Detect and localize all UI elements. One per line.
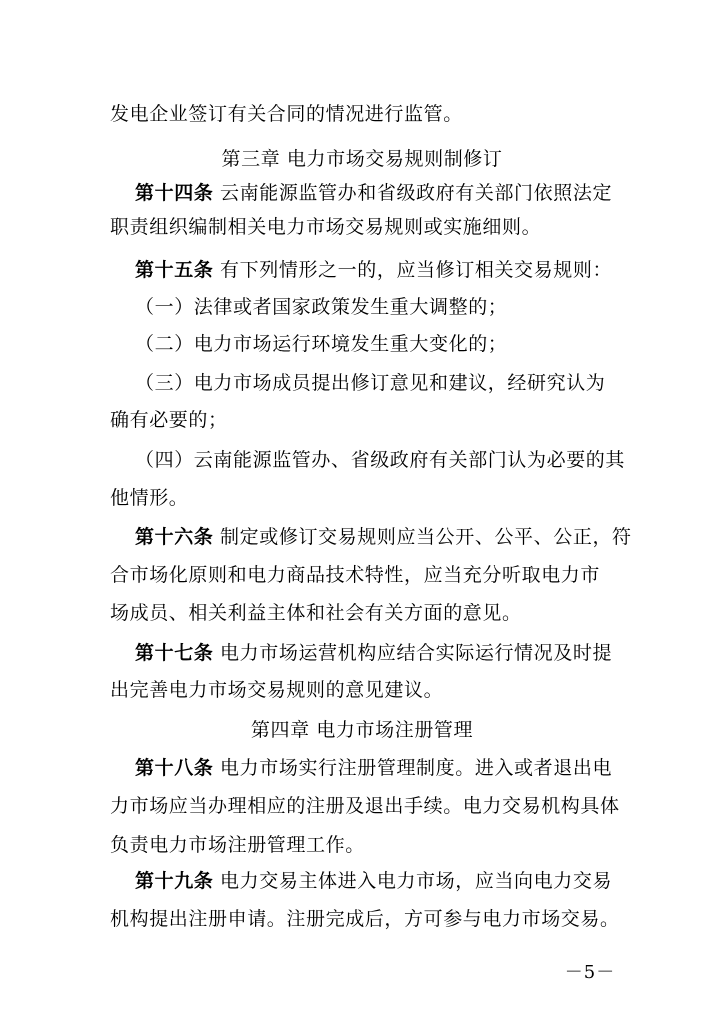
page-number: －5－: [564, 962, 616, 983]
paragraph-line: 场成员、相关利益主体和社会有关方面的意见。: [110, 602, 522, 624]
list-item: （二）电力市场运行环境发生重大变化的；: [135, 333, 508, 355]
article-14-line-1: 第十四条 云南能源监管办和省级政府有关部门依照法定: [135, 182, 613, 204]
paragraph-line: 机构提出注册申请。注册完成后，方可参与电力市场交易。: [110, 908, 620, 930]
paragraph-line: 力市场应当办理相应的注册及退出手续。电力交易机构具体: [110, 795, 620, 817]
paragraph-line: 出完善电力市场交易规则的意见建议。: [110, 679, 444, 701]
article-label: 第十九条: [135, 870, 214, 892]
article-18-line-1: 第十八条 电力市场实行注册管理制度。进入或者退出电: [135, 757, 613, 779]
article-17-line-1: 第十七条 电力市场运营机构应结合实际运行情况及时提: [135, 642, 613, 664]
paragraph-line: 发电企业签订有关合同的情况进行监管。: [110, 103, 463, 125]
article-label: 第十六条: [135, 526, 214, 548]
paragraph-line: 合市场化原则和电力商品技术特性，应当充分听取电力市: [110, 564, 601, 586]
article-label: 第十七条: [135, 642, 214, 664]
article-15-line-1: 第十五条 有下列情形之一的，应当修订相关交易规则：: [135, 259, 613, 281]
paragraph-line: 负责电力市场注册管理工作。: [110, 834, 365, 856]
list-item: （一）法律或者国家政策发生重大调整的；: [135, 296, 508, 318]
article-16-line-1: 第十六条 制定或修订交易规则应当公开、公平、公正，符: [135, 526, 632, 548]
article-label: 第十四条: [135, 182, 214, 204]
paragraph-line: 职责组织编制相关电力市场交易规则或实施细则。: [110, 216, 542, 238]
chapter-heading: 第三章 电力市场交易规则制修订: [221, 148, 503, 170]
list-item: （四）云南能源监管办、省级政府有关部门认为必要的其: [135, 449, 626, 471]
article-label: 第十五条: [135, 259, 214, 281]
article-label: 第十八条: [135, 757, 214, 779]
chapter-heading: 第四章 电力市场注册管理: [250, 719, 474, 741]
paragraph-line: 他情形。: [110, 487, 189, 509]
list-item: （三）电力市场成员提出修订意见和建议，经研究认为: [135, 372, 606, 394]
paragraph-line: 确有必要的；: [110, 409, 228, 431]
article-19-line-1: 第十九条 电力交易主体进入电力市场，应当向电力交易: [135, 870, 613, 892]
